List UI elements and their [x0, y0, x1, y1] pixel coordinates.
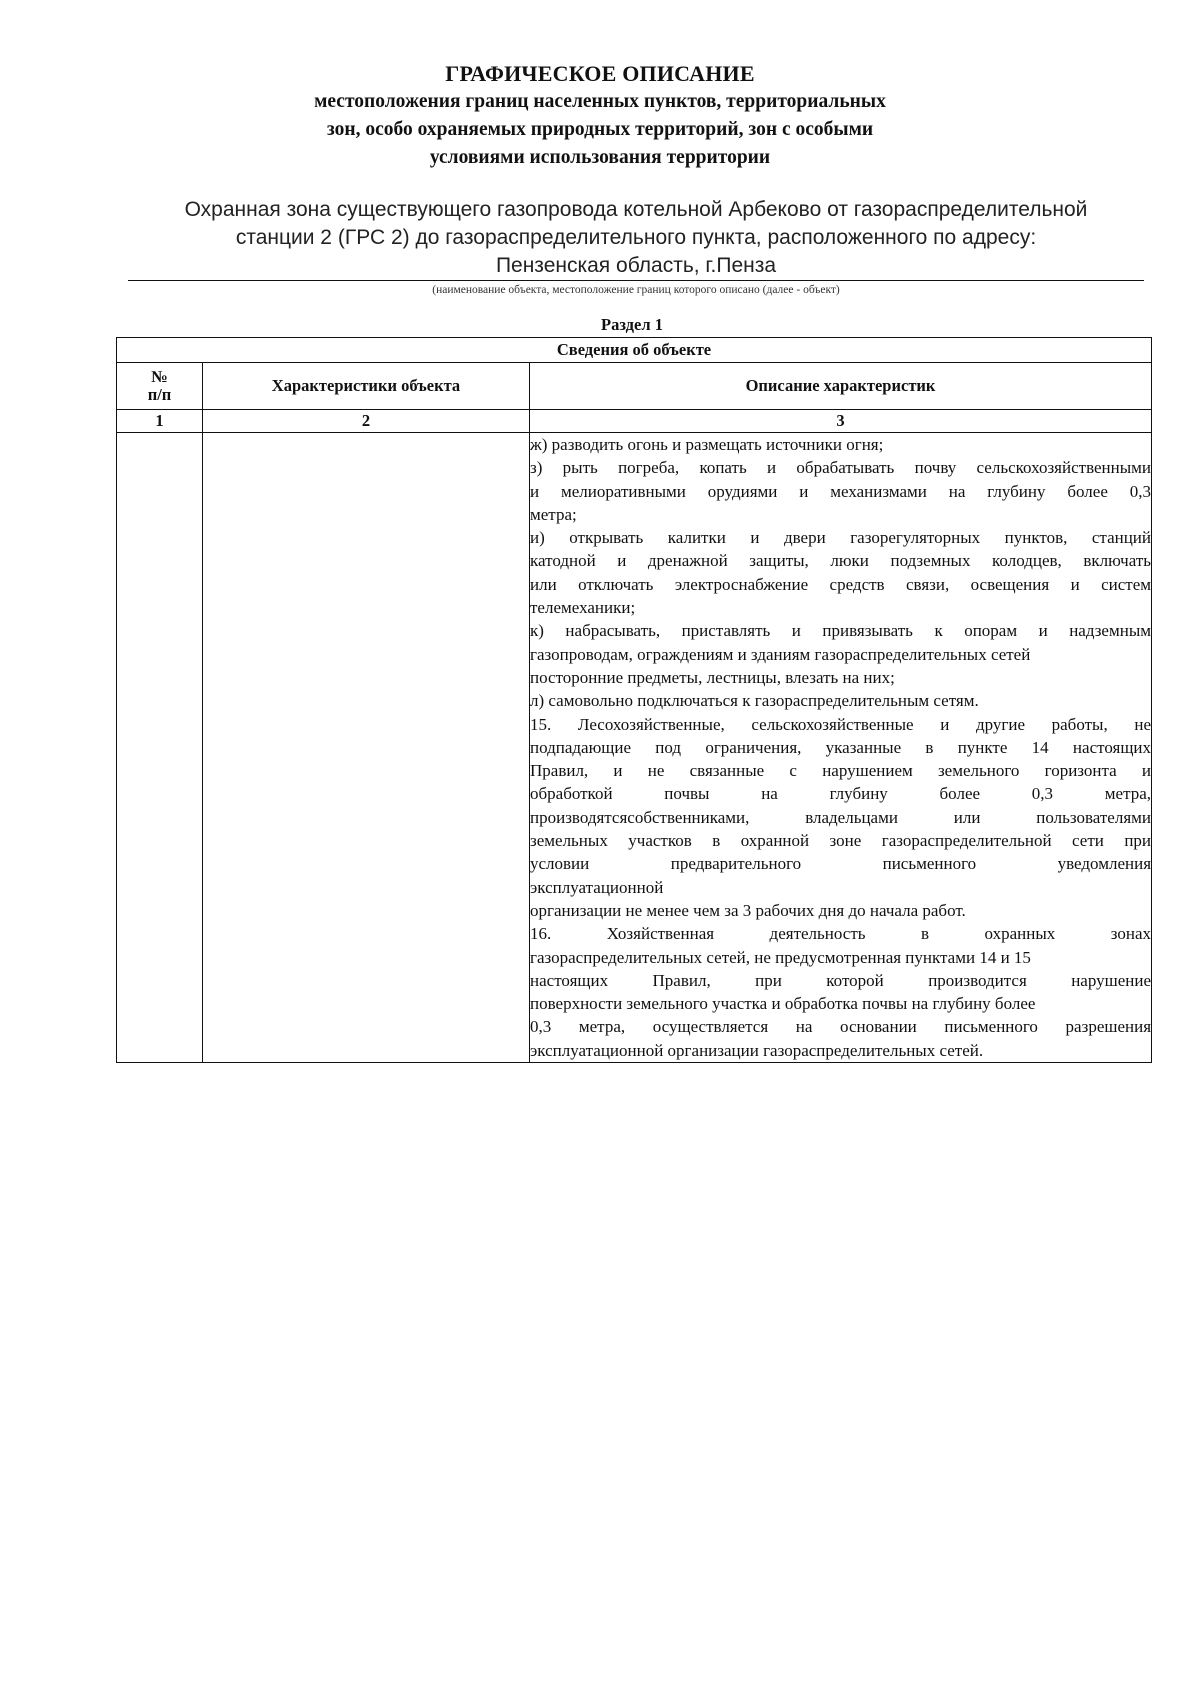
- description-line: катодной и дренажной защиты, люки подземных колодцев, включать: [530, 551, 1152, 571]
- description-line: 0,3 метра, осуществляется на основании письменного разрешения: [530, 1017, 1152, 1037]
- description-line: газопроводам, ограждениям и зданиям газораспределительных сетей: [530, 644, 1031, 664]
- object-name: [128, 196, 1144, 280]
- column-header-description: Описание характеристик: [530, 363, 1152, 410]
- description-line: настоящих Правил, при которой производится нарушение: [530, 970, 1152, 990]
- object-caption: (наименование объекта, местоположение границ которого описано (далее - объект): [432, 284, 840, 296]
- document-heading: [0, 60, 1200, 172]
- description-line: производятсясобственниками, владельцами или пользователями: [530, 807, 1152, 827]
- column-number-2: 2: [203, 410, 530, 433]
- object-underline: [128, 280, 1144, 281]
- description-line: 16. Хозяйственная деятельность в охранных зонах: [530, 924, 1152, 944]
- description-line: Правил, и не связанные с нарушением земельного горизонта и: [530, 761, 1152, 781]
- description-line: организации не менее чем за 3 рабочих дня до начала работ.: [530, 900, 966, 920]
- description-line: газораспределительных сетей, не предусмотренная пунктами 14 и 15: [530, 947, 1031, 967]
- table-title: Сведения об объекте: [117, 338, 1152, 363]
- description-line: метра;: [530, 504, 577, 524]
- document-subtitle-line: зон, особо охраняемых природных территорий, зон с особыми: [326, 119, 874, 140]
- row-characteristic-cell: [203, 433, 530, 1063]
- description-line: л) самовольно подключаться к газораспределительным сетям.: [530, 691, 979, 711]
- description-line: к) набрасывать, приставлять и привязывать к опорам и надземным: [530, 621, 1152, 641]
- description-line: и) открывать калитки и двери газорегуляторных пунктов, станций: [530, 528, 1152, 548]
- description-line: ж) разводить огонь и размещать источники огня;: [530, 435, 884, 454]
- description-line: обработкой почвы на глубину более 0,3 метра,: [530, 784, 1152, 804]
- object-name-line: Охранная зона существующего газопровода котельной Арбеково от газораспределительной: [184, 198, 1088, 221]
- description-line: 15. Лесохозяйственные, сельскохозяйственные и другие работы, не: [530, 714, 1152, 734]
- row-description-cell: [530, 433, 1152, 1063]
- document-subtitle-line: местоположения границ населенных пунктов, территориальных: [314, 91, 886, 112]
- description-line: з) рыть погреба, копать и обрабатывать почву сельскохозяйственными: [530, 458, 1152, 478]
- description-line: эксплуатационной: [530, 877, 664, 897]
- document-subtitle-line: условиями использования территории: [429, 147, 771, 168]
- description-line: и мелиоративными орудиями и механизмами на глубину более 0,3: [530, 481, 1152, 501]
- description-line: телемеханики;: [530, 598, 636, 618]
- description-line: земельных участков в охранной зоне газораспределительной сети при: [530, 831, 1152, 851]
- description-line: поверхности земельного участка и обработка почвы на глубину более: [530, 994, 1036, 1014]
- description-line: посторонние предметы, лестницы, влезать на них;: [530, 667, 895, 687]
- description-line: или отключать электроснабжение средств связи, освещения и систем: [530, 574, 1152, 594]
- row-number-cell: [117, 433, 203, 1063]
- description-line: подпадающие под ограничения, указанные в пункте 14 настоящих: [530, 737, 1152, 757]
- description-text: [530, 433, 1151, 1062]
- column-header-characteristic: Характеристики объекта: [203, 363, 530, 410]
- document-title: ГРАФИЧЕСКОЕ ОПИСАНИЕ: [445, 61, 755, 86]
- table-row: [117, 433, 1152, 1063]
- column-header-number: № п/п: [117, 363, 203, 410]
- object-name-line: Пензенская область, г.Пенза: [495, 254, 777, 277]
- column-number-1: 1: [117, 410, 203, 433]
- section-title: Раздел 1: [601, 315, 663, 334]
- object-info-table: [116, 337, 1152, 1063]
- description-line: условии предварительного письменного уведомления: [530, 854, 1152, 874]
- column-number-3: 3: [530, 410, 1152, 433]
- description-line: эксплуатационной организации газораспределительных сетей.: [530, 1040, 984, 1060]
- object-name-line: станции 2 (ГРС 2) до газораспределительного пункта, расположенного по адресу:: [235, 226, 1037, 249]
